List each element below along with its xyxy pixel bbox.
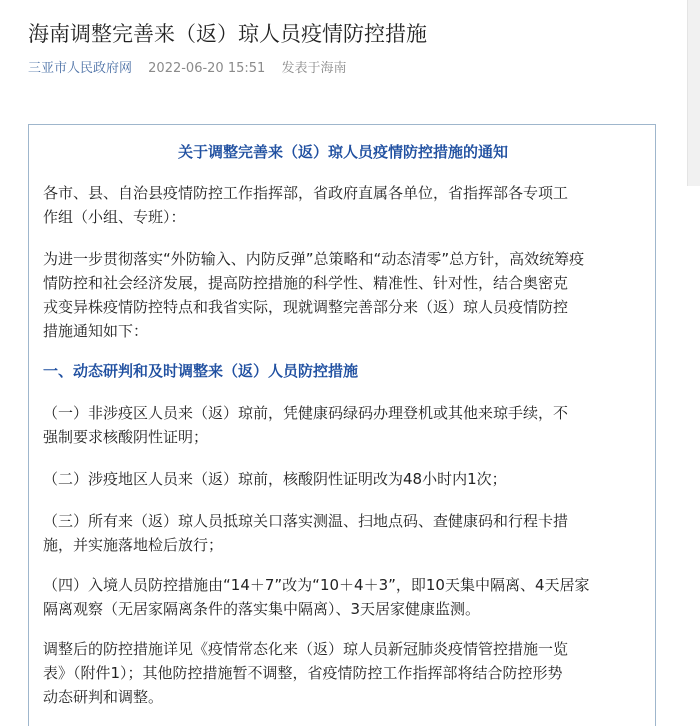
text-line: （二）涉疫地区人员来（返）琼前，核酸阴性证明改为48小时内1次； [43, 470, 507, 488]
article-meta [28, 60, 346, 78]
article-source-link[interactable]: 三亚市人民政府网 [28, 61, 133, 76]
section-heading: 一、动态研判和及时调整来（返）人员防控措施 [43, 362, 359, 380]
scrollbar[interactable] [687, 0, 700, 186]
text-line: 情防控和社会经济发展，提高防控措施的科学性、精准性、针对性，结合奥密克 [43, 274, 569, 292]
article-date: 2022-06-20 15:51 [148, 61, 266, 76]
text-line: 措施通知如下： [43, 322, 149, 340]
text-line: 为进一步贯彻落实“外防输入、内防反弹”总策略和“动态清零”总方针，高效统筹疫 [43, 250, 585, 268]
measure-item-4 [43, 573, 643, 621]
notice-box [28, 124, 656, 726]
article-title: 海南调整完善来（返）琼人员疫情防控措施 [28, 22, 427, 46]
text-line: 调整后的防控措施详见《疫情常态化来（返）琼人员新冠肺炎疫情管控措施一览 [43, 640, 569, 658]
measure-item-3 [43, 509, 643, 557]
text-line: 动态研判和调整。 [43, 688, 164, 706]
notice-closing [43, 637, 643, 709]
article-location: 发表于海南 [281, 61, 347, 76]
text-line: 施，并实施落地检后放行； [43, 536, 224, 554]
notice-title: 关于调整完善来（返）琼人员疫情防控措施的通知 [177, 143, 508, 161]
text-line: （四）入境人员防控措施由“14＋7”改为“10＋4＋3”，即10天集中隔离、4天居家 [43, 576, 590, 594]
measure-item-1 [43, 401, 643, 449]
text-line: 表》（附件1）；其他防控措施暂不调整，省疫情防控工作指挥部将结合防控形势 [43, 664, 563, 682]
notice-intro [43, 247, 643, 343]
measure-item-2 [43, 467, 643, 491]
notice-addressees [43, 181, 643, 229]
text-line: 戎变异株疫情防控特点和我省实际，现就调整完善部分来（返）琼人员疫情防控 [43, 298, 569, 316]
text-line: 各市、县、自治县疫情防控工作指挥部，省政府直属各单位，省指挥部各专项工 [43, 184, 569, 202]
text-line: （三）所有来（返）琼人员抵琼关口落实测温、扫地点码、查健康码和行程卡措 [43, 512, 569, 530]
text-line: 强制要求核酸阴性证明； [43, 428, 209, 446]
text-line: 作组（小组、专班）： [43, 208, 186, 226]
text-line: （一）非涉疫区人员来（返）琼前，凭健康码绿码办理登机或其他来琼手续，不 [43, 404, 569, 422]
text-line: 隔离观察（无居家隔离条件的落实集中隔离）、3天居家健康监测。 [43, 600, 481, 618]
